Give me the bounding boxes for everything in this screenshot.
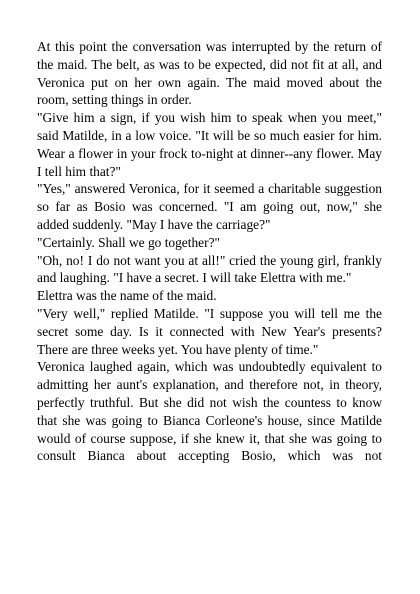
paragraph: "Very well," replied Matilde. "I suppose you will tell me the secret some day. Is it connected with New Year's presents? There are three weeks yet. You have plenty of time." xyxy=(37,305,382,357)
paragraph: "Yes," answered Veronica, for it seemed a charitable suggestion so far as Bosio was concerned. "I am going out, now," she added suddenly. "May I have the carriage?" xyxy=(37,181,382,232)
paragraph: Veronica laughed again, which was undoubtedly equivalent to admitting her aunt's explanation, and therefore not, in theory, perfectly truthful. But she did not wish the countess to know that she was going to Bianca Corleone's house, since Matilde would of course suppose, if she knew it, that she was going to consult Bianca about accepting Bosio, which was not xyxy=(37,359,382,464)
paragraph: At this point the conversation was interrupted by the return of the maid. The belt, as was to be expected, did not fit at all, and Veronica put on her own again. The maid moved about the room, setting things in order. xyxy=(37,39,382,108)
document-page xyxy=(37,38,382,465)
paragraph: "Give him a sign, if you wish him to speak when you meet," said Matilde, in a low voice. "It will be so much easier for him. Wear a flower in your frock to-night at dinner--any flower. May I tell him that?" xyxy=(37,110,382,179)
paragraph: "Oh, no! I do not want you at all!" cried the young girl, frankly and laughing. "I have a secret. I will take Elettra with me." xyxy=(37,252,382,286)
paragraph: Elettra was the name of the maid. xyxy=(37,288,217,304)
paragraph: "Certainly. Shall we go together?" xyxy=(37,234,220,250)
